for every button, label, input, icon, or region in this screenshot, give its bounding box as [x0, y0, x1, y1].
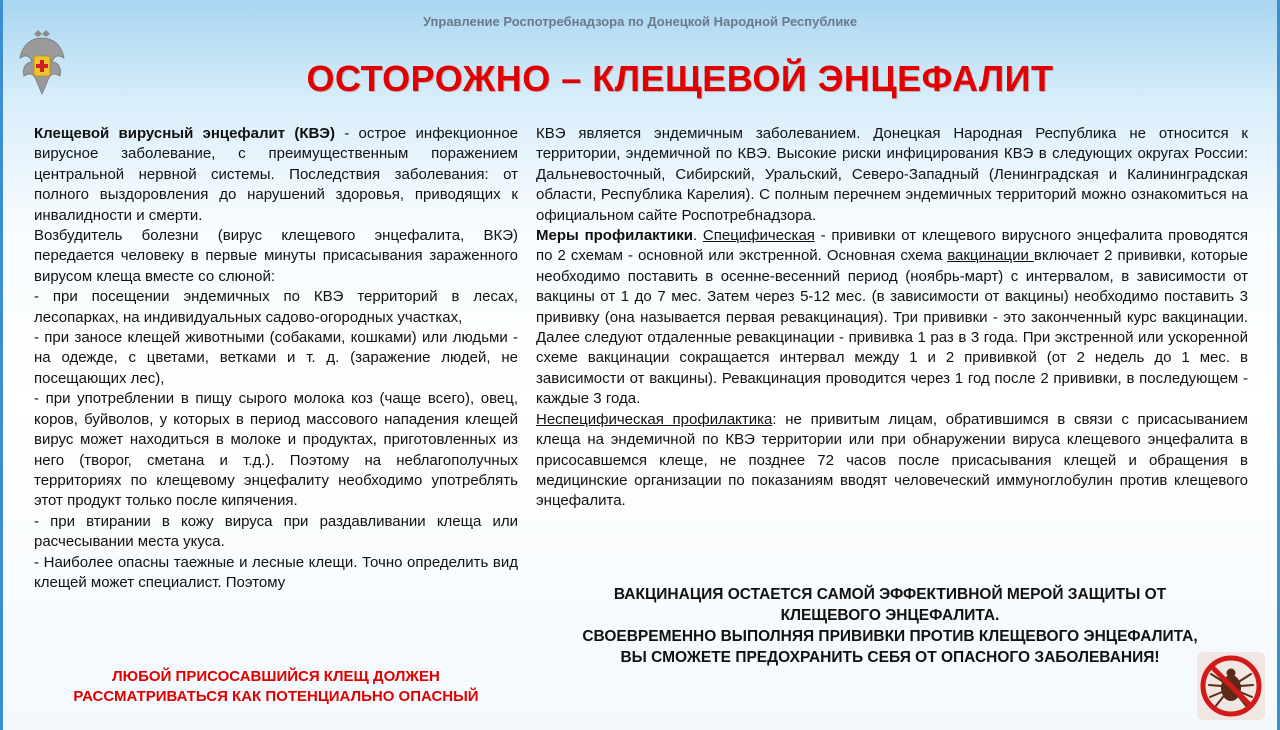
prevention-paragraph — [536, 226, 1248, 410]
final-line-2: КЛЕЩЕВОГО ЭНЦЕФАЛИТА. — [780, 607, 1000, 624]
list-item-milk: - при употреблении в пищу сырого молока коз (чаще всего), овец, коров, буйволов, у которых в период массового нападения клещей вирус может находиться в молоке и продуктах, приготовленных из него (творог, сметана и т.д.). Поэтому на неблагополучных территориях по клещевому энцефалиту необходимо употреблять этот продукт только после кипячения. — [34, 390, 518, 510]
tick-warning-line-2: РАССМАТРИВАТЬСЯ КАК ПОТЕНЦИАЛЬНО ОПАСНЫЙ — [73, 688, 479, 705]
nonspecific-label: Неспецифическая профилактика — [536, 410, 773, 428]
prevention-dot: . — [692, 227, 703, 245]
list-item-crushing: - при втирании в кожу вируса при раздавливании клеща или расчесывании места укуса. — [34, 512, 518, 551]
organization-header: Управление Роспотребнадзора по Донецкой Народной Республике — [422, 14, 858, 29]
endemic-paragraph: КВЭ является эндемичным заболеванием. Донецкая Народная Республика не относится к территории, эндемичной по КВЭ. Высокие риски инфицирования КВЭ в следующих округах России: Дальневосточный, Сибирский, Уральский, Северо-Западный (Ленинградская и Калининградская области, Республика Карелия). С полным перечнем эндемичных территорий можно ознакомиться на официальном сайте Роспотребнадзора. — [536, 125, 1248, 224]
list-item-forests: - при посещении эндемичных по КВЭ территорий в лесах, лесопарках, на индивидуальных садово-огородных участках, — [34, 288, 518, 326]
no-tick-icon — [1197, 652, 1265, 720]
list-item-animals: - при заносе клещей животными (собаками, кошками) или людьми - на одежде, с цветами, ветками и т. д. (заражение людей, не посещающих лес), — [34, 329, 518, 387]
vaccination-word: вакцинации — [947, 247, 1034, 265]
final-line-3: СВОЕВРЕМЕННО ВЫПОЛНЯЯ ПРИВИВКИ ПРОТИВ КЛЕЩЕВОГО ЭНЦЕФАЛИТА, — [582, 628, 1198, 645]
list-item-taiga-ticks: - Наиболее опасны таежные и лесные клещи. Точно определить вид клещей может специалист. Поэтому — [34, 553, 518, 591]
specific-text-2: включает 2 прививки, которые необходимо поставить в осенне-весенний период (ноябрь-март) с интервалом, в зависимости от вакцины от 1 до 7 мес. Затем через 5-12 мес. (в зависимости от вакцины) необходимо поставить 3 прививку (она называется первая ревакцинация). Три прививки - это законченный курс вакцинации. Далее следуют отдаленные ревакцинации - прививка 1 раз в 3 года. При экстренной или ускоренной схеме вакцинации сокращается интервал между 1 и 2 прививкой (от 2 недель до 1 мес. в зависимости от вакцины). Ревакцинация проводится через 1 год после 2 прививки, в последующем - каждые 3 года. — [536, 247, 1249, 408]
left-column — [34, 124, 518, 593]
definition-text: - острое инфекционное вирусное заболевание, с преимущественным поражением центральной нервной системы. Последствия заболевания: от полного выздоровления до нарушений здоровья, приводящих к инвалидности и смерти. — [34, 125, 518, 224]
nonspecific-text: : не привитым лицам, обратившимся в связи с присасыванием клеща на эндемичной по КВЭ территории или при обнаружении вируса клещевого энцефалита в присосавшемся клеще, не позднее 72 часов после присасывания клещей и обращения в медицинские организации по показаниям вводят человеческий иммуноглобулин против клещевого энцефалита. — [536, 410, 1248, 510]
coat-of-arms-icon — [16, 28, 68, 100]
tick-warning — [34, 667, 518, 707]
right-column — [536, 124, 1248, 512]
main-title: ОСТОРОЖНО – КЛЕЩЕВОЙ ЭНЦЕФАЛИТ — [306, 58, 1054, 99]
specific-text-1: - прививки от клещевого вирусного энцефалита проводятся по 2 схемам - основной или экстренной. Основная схема — [536, 227, 1248, 265]
transmission-paragraph: Возбудитель болезни (вирус клещевого энцефалита, ВКЭ) передается человеку в первые минуты присасывания зараженного вирусом клеща вместе со слюной: — [34, 227, 518, 285]
left-frame-border — [0, 0, 3, 730]
definition-paragraph — [34, 124, 518, 226]
tick-warning-line-1: ЛЮБОЙ ПРИСОСАВШИЙСЯ КЛЕЩ ДОЛЖЕН — [112, 668, 440, 685]
prevention-heading: Меры профилактики — [536, 227, 693, 245]
nonspecific-paragraph — [536, 410, 1248, 512]
disease-term: Клещевой вирусный энцефалит (КВЭ) — [34, 125, 335, 142]
final-line-1: ВАКЦИНАЦИЯ ОСТАЕТСЯ САМОЙ ЭФФЕКТИВНОЙ МЕРОЙ ЗАЩИТЫ ОТ — [613, 586, 1167, 603]
specific-label: Специфическая — [702, 227, 815, 245]
final-line-4: ВЫ СМОЖЕТЕ ПРЕДОХРАНИТЬ СЕБЯ ОТ ОПАСНОГО ЗАБОЛЕВАНИЯ! — [620, 649, 1160, 666]
final-message — [545, 584, 1235, 668]
